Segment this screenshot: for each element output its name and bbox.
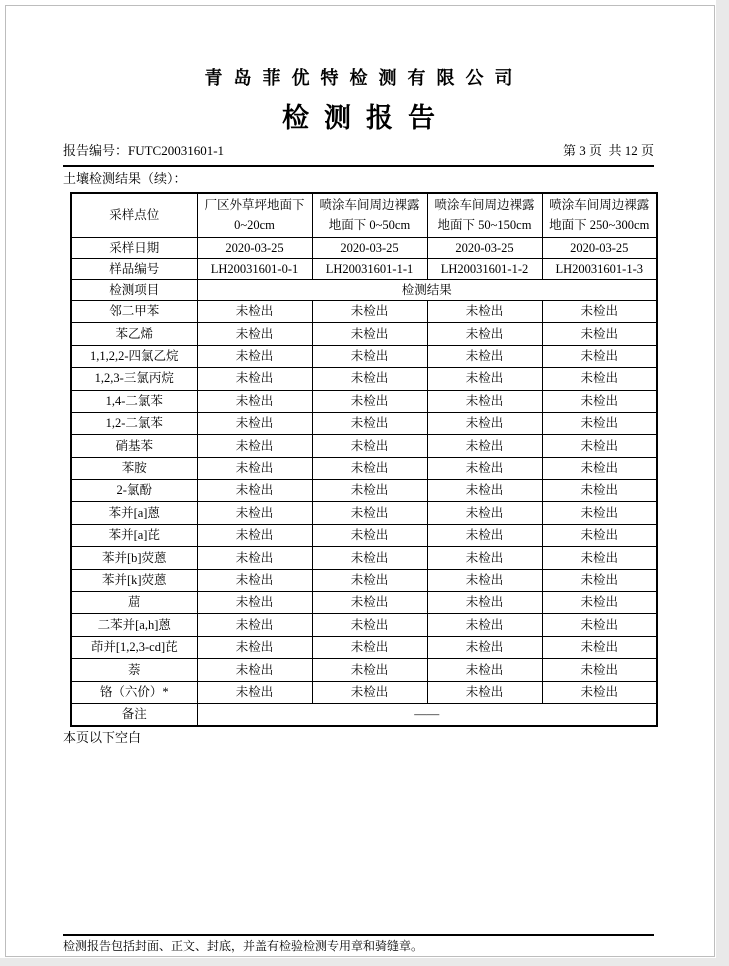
sampling-point-line1: 厂区外草坪地面下 xyxy=(204,198,305,213)
test-item-name: 二苯并[a,h]蒽 xyxy=(71,614,197,636)
row-label-cell: 采样日期 xyxy=(71,237,197,258)
result-cell: 未检出 xyxy=(312,435,427,457)
result-cell: 未检出 xyxy=(427,547,542,569)
result-cell: 未检出 xyxy=(542,323,657,345)
remark-cell: —— xyxy=(197,704,657,726)
result-cell: 未检出 xyxy=(427,368,542,390)
result-cell: 未检出 xyxy=(197,569,312,591)
result-cell: 未检出 xyxy=(312,592,427,614)
result-cell: 未检出 xyxy=(197,524,312,546)
result-cell: 未检出 xyxy=(197,502,312,524)
result-cell: 未检出 xyxy=(427,435,542,457)
table-row xyxy=(71,480,657,502)
table-row-sampling-point xyxy=(71,193,657,237)
sampling-point-line1: 喷涂车间周边裸露 xyxy=(434,198,535,213)
result-cell: 未检出 xyxy=(542,480,657,502)
table-row-remark xyxy=(71,704,657,726)
result-cell: 未检出 xyxy=(542,300,657,322)
report-meta-row xyxy=(63,143,654,159)
sample-no-cell: LH20031601-1-2 xyxy=(427,258,542,279)
result-cell: 未检出 xyxy=(197,681,312,703)
result-cell: 未检出 xyxy=(197,390,312,412)
table-row xyxy=(71,300,657,322)
result-cell: 未检出 xyxy=(427,681,542,703)
result-cell: 未检出 xyxy=(312,300,427,322)
result-cell: 未检出 xyxy=(312,480,427,502)
result-cell: 未检出 xyxy=(427,614,542,636)
test-item-name: 苯胺 xyxy=(71,457,197,479)
sampling-point-line2: 地面下 50~150cm xyxy=(437,217,532,232)
result-cell: 未检出 xyxy=(312,323,427,345)
result-cell: 未检出 xyxy=(197,300,312,322)
result-cell: 未检出 xyxy=(197,592,312,614)
test-item-name: 苯乙烯 xyxy=(71,323,197,345)
section-title: 土壤检测结果（续）： xyxy=(63,170,187,186)
table-row-sample-no xyxy=(71,258,657,279)
result-cell: 未检出 xyxy=(542,368,657,390)
table-row xyxy=(71,569,657,591)
test-item-name: 邻二甲苯 xyxy=(71,300,197,322)
table-row xyxy=(71,502,657,524)
result-cell: 未检出 xyxy=(427,659,542,681)
result-cell: 未检出 xyxy=(542,345,657,367)
sampling-point-cell xyxy=(542,193,657,237)
result-cell: 未检出 xyxy=(427,390,542,412)
result-cell: 未检出 xyxy=(427,412,542,434)
result-cell: 未检出 xyxy=(427,300,542,322)
viewer-background-right xyxy=(716,0,729,966)
viewer-background-bottom xyxy=(0,958,729,966)
table-row xyxy=(71,345,657,367)
result-cell: 未检出 xyxy=(542,457,657,479)
report-number: 报告编号：FUTC20031601-1 xyxy=(63,142,225,158)
test-item-name: 铬（六价）* xyxy=(71,681,197,703)
result-cell: 未检出 xyxy=(542,659,657,681)
test-item-name: 硝基苯 xyxy=(71,435,197,457)
row-label-cell: 备注 xyxy=(71,704,197,726)
report-title: 检测报告 xyxy=(282,102,450,133)
sampling-point-line2: 地面下 0~50cm xyxy=(328,217,411,232)
result-cell: 未检出 xyxy=(427,502,542,524)
row-label-cell: 采样点位 xyxy=(71,193,197,237)
result-cell: 未检出 xyxy=(542,524,657,546)
result-cell: 未检出 xyxy=(312,457,427,479)
test-item-name: 䓛 xyxy=(71,592,197,614)
result-cell: 未检出 xyxy=(542,592,657,614)
date-cell: 2020-03-25 xyxy=(312,237,427,258)
footer-note: 检测报告包括封面、正文、封底，并盖有检验检测专用章和骑缝章。 xyxy=(63,939,424,953)
result-cell: 未检出 xyxy=(197,614,312,636)
test-item-name: 苯并[k]荧蒽 xyxy=(71,569,197,591)
result-cell: 未检出 xyxy=(542,614,657,636)
result-cell: 未检出 xyxy=(312,524,427,546)
result-cell: 未检出 xyxy=(312,569,427,591)
sampling-point-line2: 0~20cm xyxy=(234,217,275,232)
result-cell: 未检出 xyxy=(427,524,542,546)
result-cell: 未检出 xyxy=(542,390,657,412)
result-cell: 未检出 xyxy=(427,569,542,591)
result-cell: 未检出 xyxy=(312,614,427,636)
table-row xyxy=(71,457,657,479)
test-item-name: 2-氯酚 xyxy=(71,480,197,502)
result-cell: 未检出 xyxy=(197,368,312,390)
result-cell: 未检出 xyxy=(312,368,427,390)
result-cell: 未检出 xyxy=(542,435,657,457)
result-cell: 未检出 xyxy=(197,435,312,457)
result-cell: 未检出 xyxy=(427,592,542,614)
table-row xyxy=(71,636,657,658)
table-row-test-item-header xyxy=(71,279,657,300)
result-cell: 未检出 xyxy=(427,323,542,345)
test-item-name: 1,2-二氯苯 xyxy=(71,412,197,434)
result-cell: 未检出 xyxy=(427,636,542,658)
result-cell: 未检出 xyxy=(312,412,427,434)
test-item-name: 1,4-二氯苯 xyxy=(71,390,197,412)
table-row xyxy=(71,681,657,703)
result-cell: 未检出 xyxy=(312,345,427,367)
row-label-cell: 样品编号 xyxy=(71,258,197,279)
sampling-point-line1: 喷涂车间周边裸露 xyxy=(319,198,420,213)
result-cell: 未检出 xyxy=(427,345,542,367)
result-cell: 未检出 xyxy=(197,457,312,479)
result-cell: 未检出 xyxy=(312,659,427,681)
table-row xyxy=(71,524,657,546)
result-cell: 未检出 xyxy=(542,547,657,569)
test-item-name: 苯并[b]荧蒽 xyxy=(71,547,197,569)
sampling-point-cell xyxy=(197,193,312,237)
result-cell: 未检出 xyxy=(197,659,312,681)
table-row xyxy=(71,435,657,457)
table-row xyxy=(71,323,657,345)
sampling-point-cell xyxy=(427,193,542,237)
table-row xyxy=(71,390,657,412)
result-cell: 未检出 xyxy=(197,547,312,569)
row-label-cell: 检测项目 xyxy=(71,279,197,300)
result-cell: 未检出 xyxy=(427,457,542,479)
result-cell: 未检出 xyxy=(542,681,657,703)
page-footer xyxy=(63,934,654,955)
table-row xyxy=(71,412,657,434)
test-item-name: 苯并[a]芘 xyxy=(71,524,197,546)
result-cell: 未检出 xyxy=(542,636,657,658)
company-name: 青岛菲优特检测有限公司 xyxy=(204,68,524,88)
date-cell: 2020-03-25 xyxy=(542,237,657,258)
date-cell: 2020-03-25 xyxy=(197,237,312,258)
result-header-cell: 检测结果 xyxy=(197,279,657,300)
result-cell: 未检出 xyxy=(312,681,427,703)
table-row xyxy=(71,547,657,569)
header-divider xyxy=(63,165,654,167)
report-page xyxy=(5,5,715,957)
page-indicator: 第 3 页 共 12 页 xyxy=(562,142,654,158)
test-item-name: 1,1,2,2-四氯乙烷 xyxy=(71,345,197,367)
sampling-point-cell xyxy=(312,193,427,237)
page-content xyxy=(63,68,654,747)
result-cell: 未检出 xyxy=(312,636,427,658)
result-cell: 未检出 xyxy=(312,547,427,569)
test-item-name: 苯并[a]蒽 xyxy=(71,502,197,524)
table-row xyxy=(71,614,657,636)
result-cell: 未检出 xyxy=(197,345,312,367)
test-item-name: 萘 xyxy=(71,659,197,681)
result-cell: 未检出 xyxy=(542,412,657,434)
sample-no-cell: LH20031601-1-3 xyxy=(542,258,657,279)
result-cell: 未检出 xyxy=(197,323,312,345)
table-row xyxy=(71,659,657,681)
result-cell: 未检出 xyxy=(197,480,312,502)
result-cell: 未检出 xyxy=(427,480,542,502)
table-row-sampling-date xyxy=(71,237,657,258)
results-table xyxy=(70,192,658,726)
result-cell: 未检出 xyxy=(312,390,427,412)
sample-no-cell: LH20031601-0-1 xyxy=(197,258,312,279)
table-row xyxy=(71,368,657,390)
result-cell: 未检出 xyxy=(542,502,657,524)
result-cell: 未检出 xyxy=(197,636,312,658)
result-cell: 未检出 xyxy=(542,569,657,591)
table-row xyxy=(71,592,657,614)
result-cell: 未检出 xyxy=(197,412,312,434)
test-item-name: 1,2,3-三氯丙烷 xyxy=(71,368,197,390)
sampling-point-line2: 地面下 250~300cm xyxy=(549,217,650,232)
result-cell: 未检出 xyxy=(312,502,427,524)
sample-no-cell: LH20031601-1-1 xyxy=(312,258,427,279)
sampling-point-line1: 喷涂车间周边裸露 xyxy=(549,198,650,213)
blank-note: 本页以下空白 xyxy=(63,729,142,745)
date-cell: 2020-03-25 xyxy=(427,237,542,258)
test-item-name: 茚并[1,2,3-cd]芘 xyxy=(71,636,197,658)
